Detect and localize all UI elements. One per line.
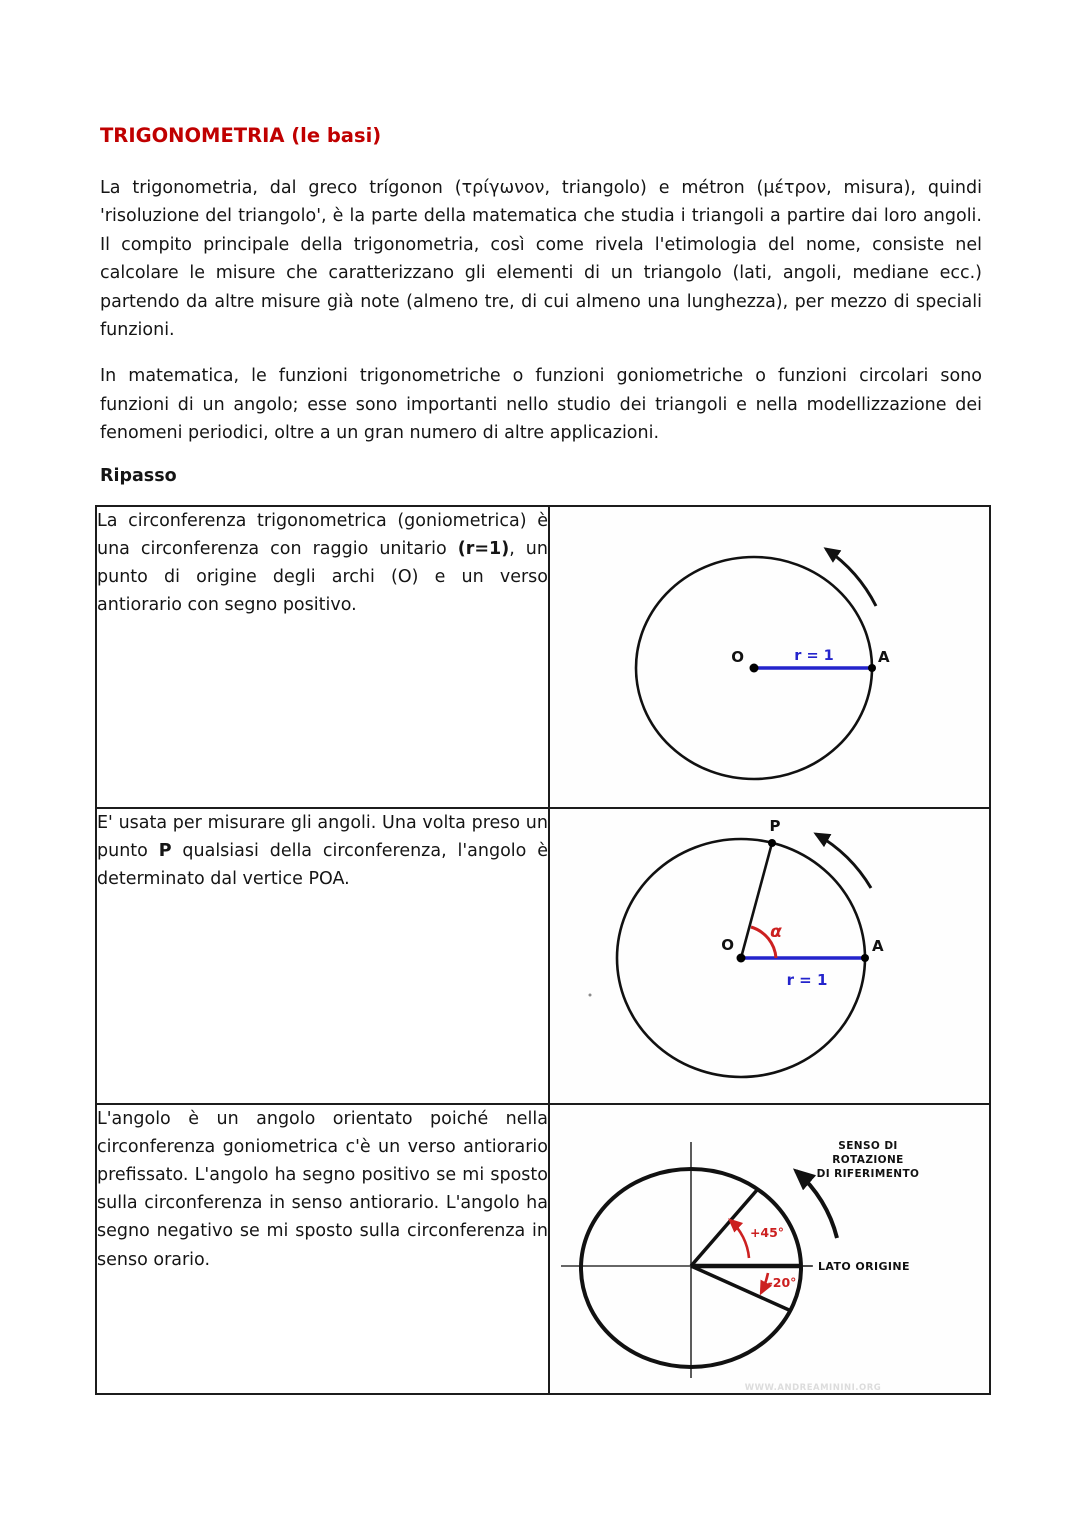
- rotation-caption-line1: SENSO DI: [838, 1139, 898, 1152]
- table-row-unit-circle: [96, 506, 990, 808]
- op-line: [741, 843, 772, 958]
- point-a: [868, 664, 876, 672]
- table-row-angle-poa: [96, 808, 990, 1104]
- row1-figure-cell: [549, 506, 990, 808]
- angle-alpha-diagram: [550, 809, 985, 1101]
- point-p: [768, 839, 776, 847]
- row1-text-after: , un punto di origine degli archi (O) e un verso antiorario con segno positivo.: [97, 538, 548, 616]
- label-alpha: α: [770, 921, 782, 942]
- counterclockwise-arrow: [826, 549, 876, 606]
- row1-text-bold: (r=1): [457, 538, 510, 559]
- label-radius: r = 1: [786, 970, 828, 989]
- label-minus-20: -20°: [767, 1274, 797, 1290]
- rotation-caption-line3: DI RIFERIMENTO: [816, 1167, 920, 1180]
- review-table: [95, 505, 991, 1395]
- reference-rotation-arrow: [796, 1171, 837, 1238]
- row1-text-before: La circonferenza trigonometrica (goniometrica) è una circonferenza con raggio unitario: [97, 510, 548, 559]
- label-radius: r = 1: [794, 647, 834, 664]
- label-o: O: [731, 647, 744, 666]
- center-point-o: [737, 953, 746, 962]
- row2-text-before: E' usata per misurare gli angoli. Una volta preso un punto: [97, 812, 548, 861]
- label-a: A: [878, 647, 890, 666]
- review-table-wrapper: [95, 505, 982, 1395]
- signed-angles-diagram: [550, 1105, 985, 1393]
- row1-text-cell: [96, 506, 549, 808]
- row3-text: L'angolo è un angolo orientato poiché nella circonferenza goniometrica c'è un verso antiorario prefissato. L'angolo ha segno positivo se mi sposto sulla circonferenza in senso antiorario. L'angolo ha segno negativo se mi sposto sulla circonferenza in senso orario.: [97, 1108, 548, 1270]
- row2-text-after: qualsiasi della circonferenza, l'angolo è determinato dal vertice POA.: [97, 840, 548, 890]
- label-lato-origine: LATO ORIGINE: [818, 1259, 910, 1273]
- page-title: TRIGONOMETRIA (le basi): [100, 124, 382, 147]
- rotation-caption-line2: ROTAZIONE: [832, 1153, 904, 1166]
- label-o: O: [721, 935, 734, 954]
- point-a: [861, 954, 869, 962]
- ray-plus-45: [691, 1190, 757, 1266]
- speck-artifact: [589, 993, 592, 996]
- positive-angle-arrow: [730, 1220, 749, 1258]
- label-plus-45: +45°: [749, 1224, 785, 1240]
- center-point-o: [750, 663, 759, 672]
- label-a: A: [872, 936, 884, 955]
- watermark: WWW.ANDREAMININI.ORG: [744, 1382, 882, 1393]
- row3-text-cell: [96, 1104, 549, 1394]
- row2-text-cell: [96, 808, 549, 1104]
- row3-figure-cell: [549, 1104, 990, 1394]
- label-p: P: [769, 816, 781, 835]
- unit-circle-diagram: [550, 507, 985, 805]
- row2-text-bold: P: [158, 840, 172, 861]
- section-heading-ripasso: Ripasso: [100, 465, 177, 486]
- row2-figure-cell: [549, 808, 990, 1104]
- intro-paragraph-2: In matematica, le funzioni trigonometriche o funzioni goniometriche o funzioni circolari sono funzioni di un angolo; esse sono importanti nello studio dei triangoli e nella modellizzazione dei fenomeni periodici, oltre a un gran numero di altre applicazioni.: [100, 366, 982, 444]
- intro-paragraph-1: La trigonometria, dal greco trígonon (τρίγωνον, triangolo) e métron (μέτρον, misura), quindi 'risoluzione del triangolo', è la parte della matematica che studia i triangoli a partire dai loro angoli. Il compito principale della trigonometria, così come rivela l'etimologia del nome, consiste nel calcolare le misure che caratterizzano gli elementi di un triangolo (lati, angoli, mediane ecc.) partendo da altre misure già note (almeno tre, di cui almeno una lunghezza), per mezzo di speciali funzioni.: [100, 178, 982, 341]
- table-row-oriented-angle: [96, 1104, 990, 1394]
- counterclockwise-arrow: [816, 834, 871, 888]
